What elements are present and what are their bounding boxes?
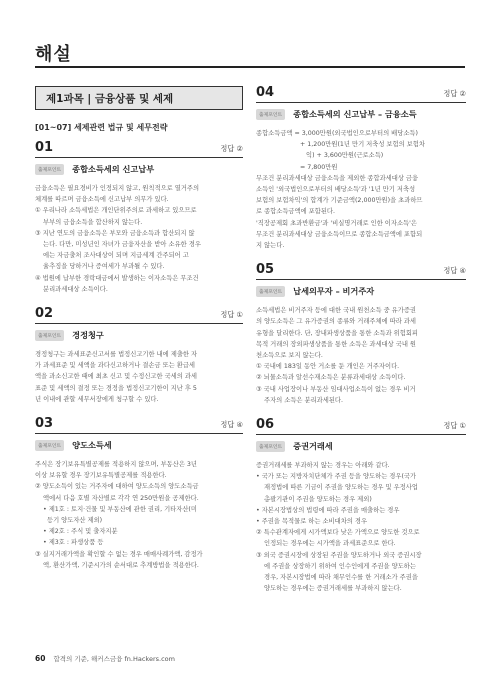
text-line: = 7,800만원 (300, 163, 338, 171)
text-line: 에는 자금출처 조사대상이 되며 지급세계 간주되어 고 (43, 252, 189, 260)
question-block (256, 263, 466, 406)
text-line: 분리과세대상 소득이다. (43, 285, 108, 293)
text-line: ③ 국내 사업장이나 부동산 임대사업소득이 없는 경우 비거 (256, 385, 416, 393)
question-header (256, 86, 466, 103)
text-line: 는다. 다만, 미성년인 자녀가 금융자산을 받아 소유한 경우 (43, 241, 201, 249)
text-line: 에 주권을 상장하기 위하여 인수인에게 주권을 양도하는 (264, 562, 416, 570)
answer-label: 정답 ④ (220, 420, 243, 430)
topic-title: 경정청구 (72, 330, 104, 341)
question-header (35, 141, 243, 158)
text-line: • 주권을 목적물로 하는 소비대차의 경우 (256, 518, 368, 526)
section-heading: [01~07] 세제관련 법규 및 세무전략 (35, 123, 168, 132)
text-line: 액에서 다음 호별 자산별로 각각 연 250만원을 공제한다. (43, 494, 199, 502)
text-line: 주자의 소득은 분리과세된다. (264, 396, 343, 404)
text-line: 등기 양도자산 제외) (47, 517, 103, 525)
question-block (35, 417, 243, 571)
text-line: 소득세법은 비거주자 등에 대한 국내 원천소득 중 유가증권 (256, 307, 416, 315)
text-line: 금융소득은 필요경비가 인정되지 않고, 원칙적으로 열거주의 (35, 185, 200, 192)
text-line: 유형을 달리한다. 단, 장내파생상품을 통한 소득과 위험회피 (256, 329, 418, 337)
chapter-box: 제1과목 | 금융상품 및 세제 (35, 86, 243, 110)
page-number: 60 (35, 654, 46, 663)
text-line: • 제1호 : 토지·건물 및 부동산에 관한 권리, 기타자산(미 (43, 505, 197, 513)
text-line: 무조건 분리과세대상 금융소득이므로 종합소득금액에 포함되 (256, 230, 423, 238)
text-line: 총괄기관이 주권을 양도하는 경우 제외) (264, 495, 372, 503)
question-number: 01 (35, 140, 54, 155)
point-badge: 출제포인트 (35, 164, 64, 175)
text-line: 천소득으로 보지 않는다. (256, 352, 323, 360)
question-number: 02 (35, 306, 54, 322)
question-number: 05 (256, 262, 275, 278)
text-line: ③ 실지거래가액을 확인할 수 없는 경우 매매사례가액, 감정가 (35, 550, 203, 558)
text-line: ② 뇌물소득과 알선수재소득은 분류과세대상 소득이다. (256, 374, 406, 382)
answer-label: 정답 ④ (443, 266, 466, 276)
text-line: • 자본시장법상의 법령에 따라 주권을 매출하는 경우 (256, 506, 400, 514)
answer-label: 정답 ② (443, 89, 466, 98)
text-line: 년 이내에 관할 세무서장에게 청구할 수 있다. (35, 395, 159, 403)
topic-row (256, 109, 466, 120)
text-line: • 제3호 : 파생상품 등 (43, 539, 104, 547)
explanation-text (35, 349, 243, 405)
text-line: ③ 지난 연도의 금융소득은 부모와 금융소득과 합산되지 않 (35, 229, 195, 237)
text-line: 인정되는 경우에는 시가액을 과세표준으로 한다. (264, 540, 396, 548)
topic-title: 종합소득세의 신고납부 – 금융소득 (293, 109, 417, 119)
topic-row (35, 330, 243, 341)
point-badge: 출제포인트 (256, 109, 285, 120)
text-line: 재정법에 따른 기금이 주권을 양도하는 경우 및 우정사업 (264, 484, 418, 492)
question-block (35, 141, 243, 295)
footer-text: 합격의 기준, 해커스금융 fn.Hackers.com (53, 655, 175, 663)
text-line: 무조건 분리과세대상 금융소득을 제외한 종합과세대상 금융 (256, 174, 419, 182)
question-header (35, 307, 243, 324)
text-line: 보험의 보험차익'의 합계가 기준금액(2,000만원)을 초과하므 (256, 197, 423, 205)
text-line: 로 종합소득금액에 포함된다. (256, 208, 335, 216)
text-line: 경우, 자본시장법에 따라 채무인수를 한 거래소가 주권을 (264, 574, 418, 582)
question-block (35, 307, 243, 405)
text-line: 이상 보유할 경우 장기보유특별공제를 적용한다. (35, 472, 167, 480)
text-line: ④ 법원에 납부한 경락대금에서 발생하는 이자소득은 무조건 (35, 274, 199, 282)
answer-label: 정답 ① (443, 421, 466, 431)
topic-row (35, 164, 243, 175)
text-line: 부부의 금융소득을 합산하지 않는다. (43, 218, 143, 226)
text-line: ① 국내에 183일 동안 거소를 둔 개인은 거주자이다. (256, 363, 400, 371)
text-line: 가 과세표준 및 세액을 과다신고하거나 결손금 또는 환급세 (35, 362, 195, 370)
question-block (256, 86, 466, 251)
text-line: 익) + 3,600만원(근로소득) (306, 152, 384, 160)
page-footer (35, 654, 175, 663)
text-line: + 1,200만원(1년 만기 저축성 보험의 보험차 (300, 141, 425, 149)
text-line: 액을 과소신고한 때에 최초 신고 및 수정신고한 국세의 과세 (35, 373, 197, 381)
answer-label: 정답 ② (220, 144, 243, 153)
topic-title: 증권거래세 (293, 441, 333, 452)
text-line: 종합소득금액 = 3,000만원(외국법인으로부터의 배당소득) (256, 130, 418, 137)
explanation-text (256, 128, 466, 251)
topic-row (35, 440, 243, 451)
topic-row (256, 286, 466, 297)
explanation-text (256, 460, 466, 594)
text-line: 소득인 '외국법인으로부터의 배당소득'과 '1년 만기 저축성 (256, 186, 416, 194)
question-block (256, 418, 466, 594)
text-line: 표준 및 세액의 결정 또는 경정을 법정신고기한이 지난 후 5 (35, 384, 197, 392)
topic-title: 양도소득세 (72, 440, 112, 451)
text-line: 액, 환산가액, 기준시가의 순서대로 추계방법을 적용한다. (43, 561, 199, 569)
page-title: 해설 (35, 44, 72, 65)
topic-title: 납세의무자 – 비거주자 (293, 286, 375, 297)
point-badge: 출제포인트 (35, 440, 64, 451)
point-badge: 출제포인트 (35, 330, 64, 341)
text-line: 목적 거래의 장외파생상품을 통한 소득은 과세대상 국내 원 (256, 340, 416, 348)
text-line: '직장공제회 초과반환금'과 '비실명거래로 인한 이자소득'은 (256, 219, 417, 227)
explanation-text (35, 459, 243, 571)
question-number: 06 (256, 417, 275, 433)
text-line: 증권거래세를 부과하지 않는 경우는 아래와 같다. (256, 462, 390, 470)
explanation-text (256, 305, 466, 406)
text-line: 경정청구는 과세표준신고서를 법정신고기한 내에 제출한 자 (35, 351, 198, 359)
left-column (35, 86, 243, 571)
text-line: 체계를 따르며 금융소득에 신고납부 의무가 있다. (35, 196, 169, 204)
text-line: 지 않는다. (256, 242, 285, 250)
question-header (256, 263, 466, 280)
text-line: 의 양도소득은 그 유가증권의 종류와 거래주체에 따라 과세 (256, 318, 416, 326)
right-column (256, 86, 466, 595)
topic-row (256, 441, 466, 452)
point-badge: 출제포인트 (256, 286, 285, 297)
text-line: ① 우리나라 소득세법은 개인단위주의로 과세하고 있으므로 (35, 207, 197, 215)
question-header (256, 418, 466, 435)
text-line: 양도하는 경우에는 증권거래세를 부과하지 않는다. (264, 585, 402, 593)
text-line: ② 특수관계자에게 시가액보다 낮은 가액으로 양도한 것으로 (256, 529, 420, 537)
text-line: • 국가 또는 지방자치단체가 주권 등을 양도하는 경우(국가 (256, 473, 417, 481)
question-header (35, 417, 243, 434)
question-number: 04 (256, 85, 275, 100)
topic-title: 종합소득세의 신고납부 (72, 164, 155, 174)
explanation-text (35, 183, 243, 295)
answer-label: 정답 ① (220, 310, 243, 320)
text-line: 율추징을 당하거나 증여세가 부과될 수 있다. (43, 263, 165, 271)
text-line: ③ 외국 증권시장에 상장된 주권을 양도하거나 외국 증권시장 (256, 551, 422, 559)
text-line: • 제2호 : 주식 및 출자지분 (43, 528, 118, 536)
question-number: 03 (35, 416, 54, 432)
text-line: 주식은 장기보유특별공제를 적용하지 않으며, 부동산은 3년 (35, 461, 198, 469)
point-badge: 출제포인트 (256, 441, 285, 452)
text-line: ② 양도소득이 있는 거주자에 대하여 양도소득의 양도소득금 (35, 483, 199, 491)
title-rule (35, 66, 465, 68)
